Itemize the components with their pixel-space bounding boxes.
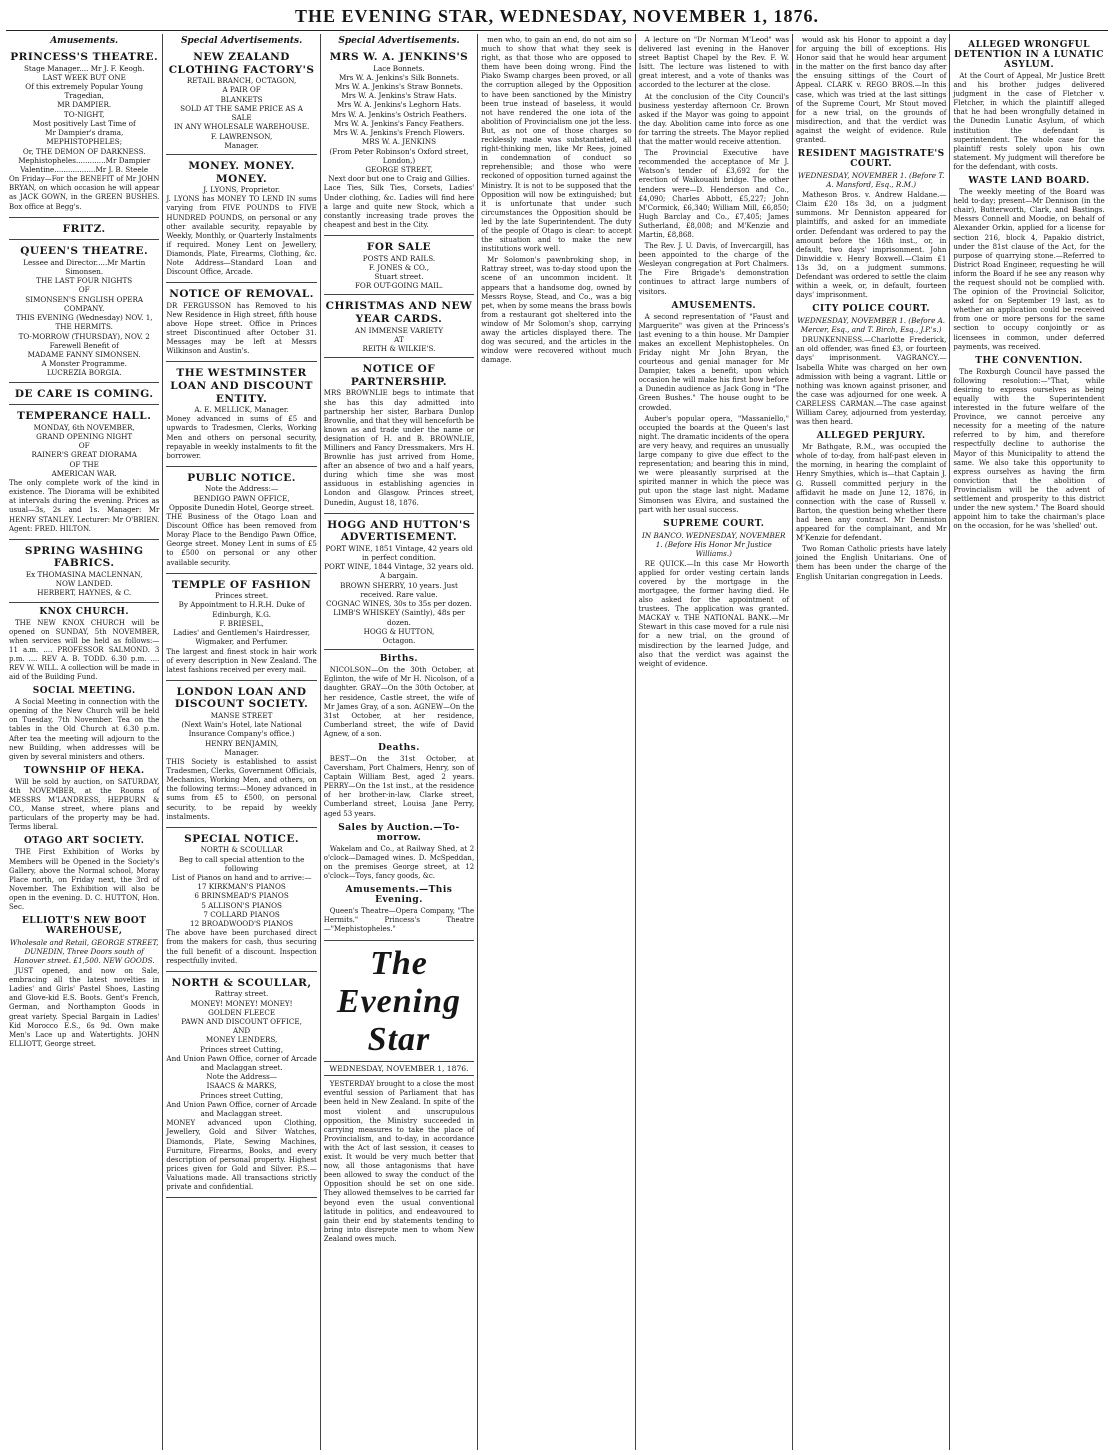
advertisement-line: Opposite Dunedin Hotel, George street.	[169, 502, 315, 512]
article-paragraph: The weekly meeting of the Board was held to-day; present—Mr Dennison (in the chair), Butterworth, Clark, and Bastings. Messrs Connell and Moodie, on behalf of Alexander Orkin, applied for a license for section 216, block 4, Papakio district, under the 81st clause of the Act, for the purpose of quarrying stone.—Referred to District Road Engineer, requesting he will inform the Board if he see any reason why the request should not be complied with. The opinion of the Provincial Solicitor, asked for on September 19 last, as to whether an application could be received from one or more persons for the same section to occupy conjointly or as licensees in common, under deferred payments, was received.	[953, 188, 1105, 351]
advertisement-line: IN ANY WHOLESALE WAREHOUSE.	[173, 122, 310, 132]
advertisement-line: 5 ALLISON'S PIANOS	[201, 900, 282, 910]
advertisement-line: Most positively Last Time of	[32, 118, 136, 128]
article-paragraph: Mr Bathgate, R.M., was occupied the whole of to-day, from half-past eleven in the morning, in hearing the complaint of Henry Smythies, which is—that Captain J. G. Russell committed perjury in the affidavit he made on June 12, 1876, in connection with the case of Russell v. Barton, the question being whether there had been any contract. Mr Denniston appeared for the complainant, and Mr M'Kenzie for defendant.	[795, 443, 947, 543]
advertisement-line: COGNAC WINES, 30s to 35s per dozen.	[326, 599, 472, 609]
advertisement-line: TO-NIGHT,	[63, 109, 105, 119]
advertisement-line: THE LAST FOUR NIGHTS	[36, 276, 133, 286]
advertisement-line: GEORGE STREET,	[365, 165, 433, 174]
article-paragraph: Wakelam and Co., at Railway Shed, at 2 o'clock—Damaged wines. D. McSpeddan, on the premises George street, at 12 o'clock—Toys, fancy goods, &c.	[323, 844, 475, 880]
article-paragraph: The Roxburgh Council have passed the following resolution:—"That, while desiring to express ourselves as being equally with the Superintendent interested in the future welfare of the Province, we cannot perceive any necessity for a meeting of the nature referred to by him, and therefore respectfully decline to authorise the Mayor of this Municipality to attend the same. We also take this opportunity to express ourselves as having the firm conviction that the abolition of Provincialism will be the advent of settlement and prosperity to this district under the new system." The Board should appoint him to take the chairman's place on the occasion, for he was 'shelled' out.	[953, 367, 1105, 531]
article-heading: RESIDENT MAGISTRATE'S COURT.	[797, 149, 945, 170]
column-7	[950, 34, 1107, 1450]
advertisement-line: 12 BROADWOOD'S PIANOS	[190, 919, 294, 929]
advertisement-line: List of Pianos on hand and to arrive:—	[171, 873, 312, 882]
advertisement-line: Ex THOMASINA MACLENNAN,	[25, 569, 143, 579]
article-paragraph: At the Court of Appeal, Mr Justice Brett and his brother judges delivered judgment in the case of Fletcher v. Fletcher, in which the plaintiff alleged that he had been wrongfully detained in the Dunedin Lunatic Asylum, of which institution the defendant is superintendent. The whole case for the plaintiff rests solely upon his own statement. My judgment will therefore be for the defendant, with costs.	[953, 72, 1105, 171]
advertisement-line: BROWN SHERRY, 10 years. Just received. Rare value.	[340, 580, 458, 599]
advertisement-line: ISAACS & MARKS,	[206, 1081, 277, 1091]
advertisement-line: Mrs W. A. Jenkins's Leghorn Hats.	[336, 100, 462, 110]
leading-article: YESTERDAY brought to a close the most eventful session of Parliament that has been held in New Zealand. In spite of the most violent and unscrupulous opposition, the Ministry succeeded in carrying measures to take the place of Provincialism, and to-day, in accordance with the Act of last session, it ceases to exist. It would be very much better that now, all those antagonisms that have been allowed to sway the conduct of the Opposition should be set on one side. They allowed themselves to be carried far beyond even the usual conventional latitude in politics, and endeavoured to gain their end by statements tending to bring into disrepute men to whom New Zealand owes much.	[323, 1080, 475, 1243]
advertisement-line: Lessee and Director.....Mr Martin Simonsen.	[23, 257, 146, 276]
article-subheading: WEDNESDAY, NOVEMBER 1. (Before T. A. Mansford, Esq., R.M.)	[797, 171, 945, 190]
article-paragraph: At the conclusion of the City Council's business yesterday afternoon Cr. Brown asked if the Mayor was going to appoint the day. Abolition came into force as one for tarring the streets. The Mayor replied that the matter would receive attention.	[638, 92, 789, 147]
advertisement-line: OF THE	[69, 459, 99, 469]
advertisement-line: SIMONSEN'S ENGLISH OPERA COMPANY.	[25, 294, 144, 313]
article-heading: SOCIAL MEETING.	[32, 686, 136, 697]
article-subheading: IN BANCO. WEDNESDAY, NOVEMBER 1. (Before His Honor Mr Justice Williams.)	[642, 530, 786, 558]
advertisement-line: Mrs W. A. Jenkins's French Flowers.	[333, 128, 465, 138]
advertisement-line: Princes street Cutting,	[200, 1090, 284, 1100]
article-heading: OTAGO ART SOCIETY.	[23, 836, 145, 847]
advertisement-line: Rattray street.	[214, 989, 269, 999]
advertisement	[166, 975, 316, 1198]
advertisement-line: MR DAMPIER.	[57, 100, 112, 110]
advertisement-title: FOR SALE	[366, 240, 432, 253]
advertisement-line: MONEY LENDERS,	[205, 1035, 278, 1045]
advertisement-body: The largest and finest stock in hair work of every description in New Zealand. The latest fashions received per every mail.	[166, 647, 317, 674]
advertisement-line: NORTH & SCOULLAR	[200, 845, 283, 855]
advertisement-line: Lace Bonnets.	[373, 63, 425, 73]
advertisement-line: Note the Address:—	[205, 484, 279, 494]
advertisement-line: 17 KIRKMAN'S PIANOS	[197, 882, 286, 892]
article-paragraph: A Social Meeting in connection with the opening of the New Church will be held on Tuesday, 7th November. Tea on the tables in the Old Church at 6.30 p.m. After tea the meeting will adjourn to the new Building, when addresses will be given by several ministers and others.	[9, 698, 160, 761]
advertisement	[166, 365, 316, 466]
advertisement-line: Mrs W. A. Jenkins's Straw Bonnets.	[335, 82, 463, 92]
advertisement-line: Princes street Cutting,	[200, 1044, 284, 1054]
article-paragraph: NICOLSON—On the 30th October, at Eglinton, the wife of Mr H. Nicolson, of a daughter. GRAY—On the 30th October, at her residence, Castle street, the wife of Mr James Gray, of a son. AGNEW—On the 31st October, at her residence, Cumberland street, the wife of David Agnew, of a son.	[323, 666, 475, 738]
advertisement-title: NORTH & SCOULLAR,	[171, 976, 312, 989]
advertisement-line: HENRY BENJAMIN,	[204, 738, 279, 748]
advertisement	[324, 298, 474, 358]
masthead	[0, 6, 1114, 28]
article-heading: CITY POLICE COURT.	[812, 304, 931, 315]
article-heading: ALLEGED PERJURY.	[816, 431, 926, 442]
masthead-rule	[6, 30, 1108, 31]
advertisement-line: AMERICAN WAR.	[51, 468, 117, 478]
article-heading: SUPREME COURT.	[663, 518, 765, 529]
column-6	[793, 34, 950, 1450]
column-2	[163, 34, 320, 1450]
advertisement-line: 6 BRINSMEAD'S PIANOS	[194, 891, 289, 901]
advertisement-line: By Appointment to H.R.H. Duke of Edinburgh, K.G.	[178, 600, 305, 619]
article-paragraph: Will be sold by auction, on SATURDAY, 4th NOVEMBER, at the Rooms of MESSRS M'LANDRESS, HEPBURN & CO., Manse street, where plans and particulars of the property may be had. Terms liberal.	[9, 777, 160, 832]
article-paragraph: Two Roman Catholic priests have lately joined the English Unitarians. One of them has been under the charge of the English Unitarian congregation in Leeds.	[795, 545, 947, 581]
article-paragraph: DRUNKENNESS.—Charlotte Frederick, an old offender, was fined £3, or fourteen days' imprisonment. VAGRANCY.—Isabella White was charged on her own admission with being a vagrant. Little or nothing was known against prisoner, and the case was adjourned for one week. A CARELESS CARMAN.—The case against William Carey, adjourned from yesterday, was then heard.	[795, 336, 947, 427]
advertisement-body: The only complete work of the kind in existence. The Diorama will be exhibited at intervals during the evening. Prices as usual—3s, 2s and 1s. Manager: Mr HENRY STANLEY. Lecturer: Mr O'BRIEN. Agent: FRED. HILTON.	[9, 479, 160, 533]
article-subheading: WEDNESDAY, NOVEMBER 1. (Before A. Mercer, Esq., and T. Birch, Esq., J.P.'s.)	[797, 316, 946, 335]
advertisement-line: BENDIGO PAWN OFFICE,	[193, 493, 290, 503]
advertisement-line: HERBERT, HAYNES, & C.	[37, 588, 132, 598]
advertisement	[9, 386, 159, 406]
advertisement-line: (Next Wain's Hotel, late National Insurance Company's office.)	[181, 720, 302, 739]
advertisement-line: Princes street.	[215, 591, 269, 601]
advertisement-line: BLANKETS	[220, 94, 263, 104]
advertisement-title: QUEEN'S THEATRE.	[20, 245, 149, 258]
advertisement-line: REITH & WILKIE'S.	[362, 344, 436, 353]
advertisement-line: PAWN AND DISCOUNT OFFICE,	[181, 1016, 302, 1026]
advertisement-title: THE WESTMINSTER LOAN AND DISCOUNT ENTITY.	[170, 367, 313, 405]
newspaper-title: THE EVENING STAR, WEDNESDAY, NOVEMBER 1, 1876.	[294, 6, 820, 26]
advertisement-body: Lace Ties, Silk Ties, Corsets, Ladies' Under clothing, &c. Ladies will find here a large and quite new Stock, which a constantly increasing trade proves the cheapest and best in the City.	[323, 184, 475, 229]
article-paragraph: Matheson Bros. v. Andrew Haldane.—Claim £20 18s 3d, on a judgment summons. Mr Denniston appeared for plaintiffs, and asked for an immediate order. Defendant was ordered to pay the amount before the 16th inst., or, in default, two days' imprisonment. John Dinwiddie v. Henry Boxwell.—Claim £1 13s 3d, on a judgment summons. Defendant was ordered to settle the claim within a week, or, in default, fourteen days' imprisonment.	[795, 191, 947, 300]
advertisement-line: RAINER'S GREAT DIORAMA	[31, 450, 137, 460]
advertisement-line: AND	[232, 1026, 251, 1036]
advertisement-line: THIS EVENING (Wednesday) NOV. 1,	[15, 313, 153, 323]
advertisement	[324, 517, 474, 651]
advertisement-title: NOTICE OF PARTNERSHIP.	[350, 363, 448, 388]
advertisement-line: MONEY! MONEY! MONEY!	[190, 998, 293, 1008]
advertisement-title: PRINCESS'S THEATRE.	[10, 51, 159, 63]
advertisement-line: MANSE STREET	[210, 711, 273, 720]
advertisement-line: GRAND OPENING NIGHT	[36, 432, 133, 442]
advertisement	[166, 158, 316, 283]
advertisement-line: 7 COLLARD PIANOS	[203, 909, 280, 919]
advertisement	[324, 361, 474, 513]
advertisement-line: J. LYONS, Proprietor.	[203, 185, 280, 195]
advertisement-title: SPRING WASHING FABRICS.	[24, 544, 144, 570]
article-heading: WASTE LAND BOARD.	[968, 176, 1090, 187]
advertisement-title: FRITZ.	[62, 222, 106, 235]
advertisement-line: Valentine..................Mr J. B. Steele	[20, 165, 149, 174]
advertisement-line: NOW LANDED.	[55, 579, 113, 589]
advertisement	[9, 408, 159, 539]
advertisement-title: CHRISTMAS AND NEW YEAR CARDS.	[325, 300, 473, 325]
advertisement-line: THE HERMITS.	[55, 322, 113, 332]
advertisement-title: NOTICE OF REMOVAL.	[169, 288, 314, 301]
advertisement-title: NEW ZEALAND CLOTHING FACTORY'S	[168, 51, 315, 76]
article-paragraph: Auber's popular opera, "Massaniello," occupied the boards at the Queen's last night. The dramatic incidents of the opera are very heavy, and requires an unusually large company to give due effect to the representation; and bearing this in mind, we were pleasantly surprised at the spirited manner in which the piece was put upon the stage last night. Madame Simonsen was Elvira, and sustained the part with her usual success.	[638, 414, 789, 514]
advertisement-line: Manager.	[224, 140, 259, 150]
article-paragraph: BEST—On the 31st October, at Caversham, Port Chalmers, Henry, son of Captain William Best, aged 2 years. PERRY—On the 1st inst., at the residence of her brother-in-law, Clarke street, Cumberland street, Louisa Jane Perry, aged 53 years.	[323, 754, 475, 818]
advertisement	[324, 49, 474, 236]
advertisement-line: AN IMMENSE VARIETY	[354, 325, 444, 335]
advertisement-body: MONEY advanced upon Clothing, Jewellery, Gold and Silver Watches, Diamonds, Plate, Sewing Machines, Furniture, Firearms, Books, and every description of personal property. Highest prices given for Gold and Silver. P.S.—Valuations made. All transactions strictly private and confidential.	[166, 1119, 317, 1191]
article-paragraph: A second representation of "Faust and Marguerite" was given at the Princess's last evening to a thin house. Mr Dampier makes an excellent Mephistopheles. On Friday night Mr John Bryan, the courteous and genial manager for Mr Dampier, takes a benefit, upon which occasion he will make his first bow before a Dunedin audience as Jack Gong in "The Green Bushes." The house ought to be crowded.	[638, 312, 789, 412]
article-paragraph: Mr Solomon's pawnbroking shop, in Rattray street, was to-day stood upon the scene of an uncommon incident. It appears that a handsome dog, owned by Messrs Royse, Stead, and Co., was a big pet, when by some means the brass bowls from a restaurant got sheltered into the window of Mr Solomon's shop, carrying away the articles displayed there. The dog was secured, and the articles in the window were recovered without much damage.	[481, 256, 632, 365]
article-paragraph: would ask his Honor to appoint a day for arguing the bill of exceptions. His Honor said that he would hear argument in the matter on the first banco day after the ensuing sittings of the Court of Appeal. CLARK v. REGO BROS.—In this case, which was tried at the last sittings of the Supreme Court, Mr Stout moved for a new trial, on the grounds of misdirection, and that the verdict was against the weight of evidence. Rule granted.	[795, 36, 947, 145]
advertisement-line: OF	[78, 441, 90, 451]
advertisement-line: AT	[394, 334, 404, 344]
advertisement-line: F. JONES & CO.,	[368, 262, 430, 272]
advertisement	[166, 684, 316, 828]
advertisement	[9, 243, 159, 382]
advertisement	[324, 239, 474, 295]
article-heading: Deaths.	[378, 742, 420, 753]
advertisement-body: THE Business of the Otago Loan and Discount Office has been removed from Moray Place to the Bendigo Pawn Office, George street. Money Lent in sums of £5 to £500 on personal or any other available security.	[166, 513, 317, 567]
advertisement-line: A PAIR OF	[222, 85, 261, 95]
advertisement-line: And Union Pawn Office, corner of Arcade and Maclaggan street.	[166, 1053, 317, 1073]
advertisement-line: OF	[78, 285, 90, 295]
advertisement-line: Mrs W. A. Jenkins's Straw Hats.	[341, 91, 457, 101]
advertisement-line: Manager.	[224, 747, 259, 757]
advertisement-title: HOGG AND HUTTON'S ADVERTISEMENT.	[327, 518, 471, 544]
article-heading: AMUSEMENTS.	[671, 300, 757, 311]
advertisement-line: HOGG & HUTTON,	[363, 626, 435, 636]
advertisement-line: A. E. MELLICK, Manager.	[194, 405, 289, 415]
advertisement-line: Mrs W. A. Jenkins's Silk Bonnets.	[338, 72, 459, 82]
advertisement	[166, 577, 316, 681]
article-paragraph: THE NEW KNOX CHURCH will be opened on SUNDAY, 5th NOVEMBER, when services will be held as follows:— 11 a.m. .... PROFESSOR SALMOND. 3 p.m. .... REV A. B. TODD. 6.30 p.m. .... REV W. WILL. A collection will be made in aid of the Building Fund.	[9, 618, 160, 682]
advertisement	[166, 49, 316, 155]
article-heading: TOWNSHIP OF HEKA.	[23, 765, 145, 776]
advertisement-line: Mr Dampier's drama,	[45, 128, 124, 138]
section-heading: Special Advertisements.	[338, 36, 460, 46]
advertisement-line: F. LAWRENSON,	[210, 131, 273, 141]
advertisement-line: F. BRIESEL,	[219, 618, 264, 628]
advertisement-line: RETAIL BRANCH, OCTAGON,	[186, 76, 297, 86]
advertisement-line: LUCREZIA BORGIA.	[46, 368, 122, 378]
advertisement-line: LAST WEEK BUT ONE	[42, 72, 126, 82]
advertisement-line: MRS W. A. JENKINS	[361, 137, 437, 147]
advertisement-line: Or, THE DEMON OF DARKNESS.	[22, 146, 146, 156]
advertisement-line: Beg to call special attention to the following	[178, 854, 305, 873]
advertisement	[9, 543, 159, 603]
advertisement-line: Note the Address—	[206, 1072, 277, 1082]
advertisement-body: The above have been purchased direct from the makers for cash, thus securing the full benefit of a discount. Inspection respectfully invited.	[166, 929, 317, 965]
article-paragraph: RE QUICK.—In this case Mr Howorth applied for order vesting certain lands covered by the mortgage in the mortgagee, the former having died. He also asked for the appointment of trustees. The application was granted. MACKAY v. THE NATIONAL BANK.—Mr Stewart in this case moved for a rule nisi for a new trial, on the ground of misdirection by the learned Judge, and also that the verdict was against the weight of evidence.	[638, 559, 789, 668]
advertisement-line: Farewell Benefit of	[49, 340, 119, 350]
advertisement-line: Next door but one to Craig and Gillies.	[328, 174, 470, 184]
column-4	[478, 34, 635, 1450]
flag-dateline: WEDNESDAY, NOVEMBER 1, 1876.	[324, 1061, 474, 1076]
advertisement-line: PORT WINE, 1851 Vintage, 42 years old in perfect condition.	[325, 543, 473, 563]
advertisement	[9, 49, 159, 218]
article-subheading: Wholesale and Retail, GEORGE STREET, DUNEDIN, Three Doors south of Hanover street. £1,500. NEW GOODS.	[9, 938, 159, 966]
evening-star-flag: The Evening Star	[324, 940, 474, 1059]
article-paragraph: The Provincial Executive have recommended the acceptance of Mr J. Watson's tender of £3,692 for the erection of Waikouaiti bridge. The other tenders were—D. Henderson and Co., £4,090; Charles Abbott, £5,227; John M'Cormick, £6,340; William Mill, £6,850; Hugh Barclay and Co., £7,405; James Sutherland, £8,008; and M'Kenzie and Martin, £8,868.	[638, 149, 789, 239]
advertisement-line: A Monster Programme.	[41, 359, 127, 369]
advertisement-title: MONEY. MONEY. MONEY.	[188, 159, 295, 185]
article-heading: Births.	[379, 654, 419, 665]
columns-container	[6, 34, 1108, 1450]
advertisement-line: Mrs W. A. Jenkins's Fancy Feathers.	[333, 118, 464, 128]
advertisement-line: Of this extremely Popular Young Tragedian,	[25, 82, 144, 101]
article-paragraph: JUST opened, and now on Sale, embracing all the latest novelties in Ladies' and Girls' Pastel Shoes, Lasting and Glove-kid E.S. Boots. Gent's French, German, and Northampton Goods in great variety. Special Bargain in Ladies' Kid Morocco E.S., 6s 9d. Own make Men's Lace up and Watertights. JOHN ELLIOTT, George street.	[9, 967, 160, 1048]
advertisement-line: MONDAY, 6th NOVEMBER,	[33, 422, 135, 432]
article-paragraph: Queen's Theatre—Opera Company, "The Hermits." Princess's Theatre—"Mephistopheles."	[323, 907, 475, 934]
advertisement-line: POSTS AND RAILS.	[362, 253, 436, 263]
advertisement-title: SPECIAL NOTICE.	[184, 832, 300, 845]
advertisement	[166, 286, 316, 362]
advertisement-body: THIS Society is established to assist Tradesmen, Clerks, Government Officials, Mechanics, Working Men, and others, on the following terms:—Money advanced in sums from £5 to £500, on personal security, to be repaid by weekly instalments.	[166, 758, 317, 821]
article-heading: THE CONVENTION.	[975, 355, 1083, 366]
article-heading: ELLIOTT'S NEW BOOT WAREHOUSE,	[21, 916, 147, 937]
article-paragraph: THE First Exhibition of Works by Members will be Opened in the Society's Gallery, above the Normal school, Moray Place north, on Friday next, the 3rd of November. The Exhibition will also be open in the evening. D. C. HUTTON, Hon. Sec.	[9, 848, 160, 911]
article-paragraph: A lecture on "Dr Norman M'Leod" was delivered last evening in the Hanover street Baptist Chapel by the Rev. F. W. Isitt. The lecture was listened to with great interest, and a vote of thanks was accorded to the lecturer at the close.	[638, 36, 789, 90]
article-heading: KNOX CHURCH.	[39, 606, 130, 617]
column-5	[636, 34, 793, 1450]
advertisement-title: TEMPLE OF FASHION	[171, 578, 312, 591]
article-heading: Sales by Auction.—To-morrow.	[338, 822, 460, 843]
advertisement-body: J. LYONS has MONEY TO LEND IN sums varying from FIVE POUNDS to FIVE HUNDRED POUNDS, on personal or any other available security, repayable by Weekly, Monthly, or Quarterly Instalments if required. Money Lent on Jewellery, Diamonds, Plate, Firearms, Clothing, &c. Note Address—Standard Loan and Discount Office, Arcade.	[166, 195, 317, 277]
article-paragraph: men who, to gain an end, do not aim so much to show that what they seek is right, as that those who are opposed to them have been doing wrong. Find the Piako Swamp charges been proved, or all the corruption alleged by the Opposition to have been sanctioned by the Ministry been true instead of baseless, it would not have rendered the one iota of the abolition of Provincialism one jot the less. But, as not one of those charges so recklessly made was substantiated, all right-thinking men, like Mr Rees, joined in condemnation of conduct so reprehensible; and those who were reckoned of opposition turned against the Ministry. It is not to be supposed that the Opposition will now be extinguished; but it is unfortunate that under such circumstances the Opposition should be led by the late Superintendent. The duty of the people of Otago is clear: to accept the situation and to make the new institutions work well.	[481, 36, 632, 254]
advertisement-body: On Friday—For the BENEFIT of Mr JOHN BRYAN, on which occasion he will appear as JACK GOWN, in the GREEN BUSHES. Box office at Begg's.	[9, 175, 160, 211]
advertisement-line: LIMB'S WHISKEY (Saintly), 48s per dozen.	[333, 608, 465, 627]
advertisement-body: MRS BROWNLIE begs to intimate that she has this day admitted into partnership her sister, Barbara Dunlop Brownlie, and that they will henceforth be known as and trade under the name or designation of H. and B. BROWNLIE, Milliners and Fancy Dressmakers. Mrs H. Brownlie has just arrived from Home, after an absence of two and a half years, during which time she was most assiduous in establishing agencies in London and Glasgow. Princes street, Dunedin, August 18, 1876.	[323, 389, 475, 507]
article-heading: ALLEGED WRONGFUL DETENTION IN A LUNATIC ASYLUM.	[954, 40, 1104, 70]
advertisement-line: FOR OUT-GOING MAIL.	[354, 281, 443, 291]
advertisement-title: TEMPERANCE HALL.	[17, 410, 152, 423]
advertisement-line: SOLD AT THE SAME PRICE AS A	[180, 103, 303, 113]
advertisement-line: MADAME FANNY SIMONSEN.	[27, 349, 141, 359]
advertisement-line: Ladies' and Gentlemen's Hairdresser, Wigmaker, and Perfumer.	[173, 628, 310, 647]
advertisement-line: (From Peter Robinson's Oxford street, London,)	[329, 146, 469, 165]
advertisement-line: Octagon.	[382, 636, 416, 645]
advertisement	[166, 831, 316, 972]
section-heading: Special Advertisements.	[180, 36, 303, 46]
article-heading: Amusements.—This Evening.	[345, 885, 453, 905]
article-paragraph: The Rev. J. U. Davis, of Invercargill, has been appointed to the charge of the Wesleyan congregation at Port Chalmers. The Fire Brigade's demonstration continues to attract large numbers of visitors.	[638, 242, 789, 296]
advertisement-line: Mephistopheles.............Mr Dampier	[18, 155, 151, 165]
advertisement-title: PUBLIC NOTICE.	[187, 471, 296, 484]
column-3	[321, 34, 478, 1450]
advertisement-line: Stage Manager.... Mr J. F. Keogh.	[23, 63, 145, 73]
advertisement	[9, 221, 159, 241]
advertisement-line: Mrs W. A. Jenkins's Ostrich Feathers.	[331, 109, 467, 119]
advertisement-body: Money advanced in sums of £5 and upwards to Tradesmen, Clerks, Working Men and others on personal security, repayable in weekly instalments to fit the borrower.	[166, 415, 317, 460]
advertisement-line: MEPHISTOPHELES;	[46, 137, 123, 147]
column-1	[6, 34, 163, 1450]
advertisement-line: And Union Pawn Office, corner of Arcade and Maclaggan street.	[166, 1099, 317, 1119]
advertisement-title: MRS W. A. JENKINS'S	[329, 51, 469, 63]
advertisement	[166, 470, 316, 574]
advertisement-line: SALE	[231, 113, 252, 123]
advertisement-title: LONDON LOAN AND DISCOUNT SOCIETY.	[174, 685, 309, 711]
advertisement-title: DE CARE IS COMING.	[14, 387, 154, 400]
advertisement-line: GOLDEN FLEECE	[208, 1007, 276, 1017]
advertisement-line: PORT WINE, 1844 Vintage, 32 years old. A bargain.	[324, 562, 474, 581]
advertisement-line: TO-MORROW (THURSDAY), NOV. 2	[18, 331, 150, 341]
section-heading: Amusements.	[50, 36, 119, 46]
advertisement-line: Stuart street.	[374, 271, 424, 281]
advertisement-body: DR FERGUSSON has Removed to his New Residence in High street, fifth house above Hope street. Office in Princes street Discontinued after October 31. Messages may be left at Messrs Wilkinson and Austin's.	[166, 301, 317, 356]
